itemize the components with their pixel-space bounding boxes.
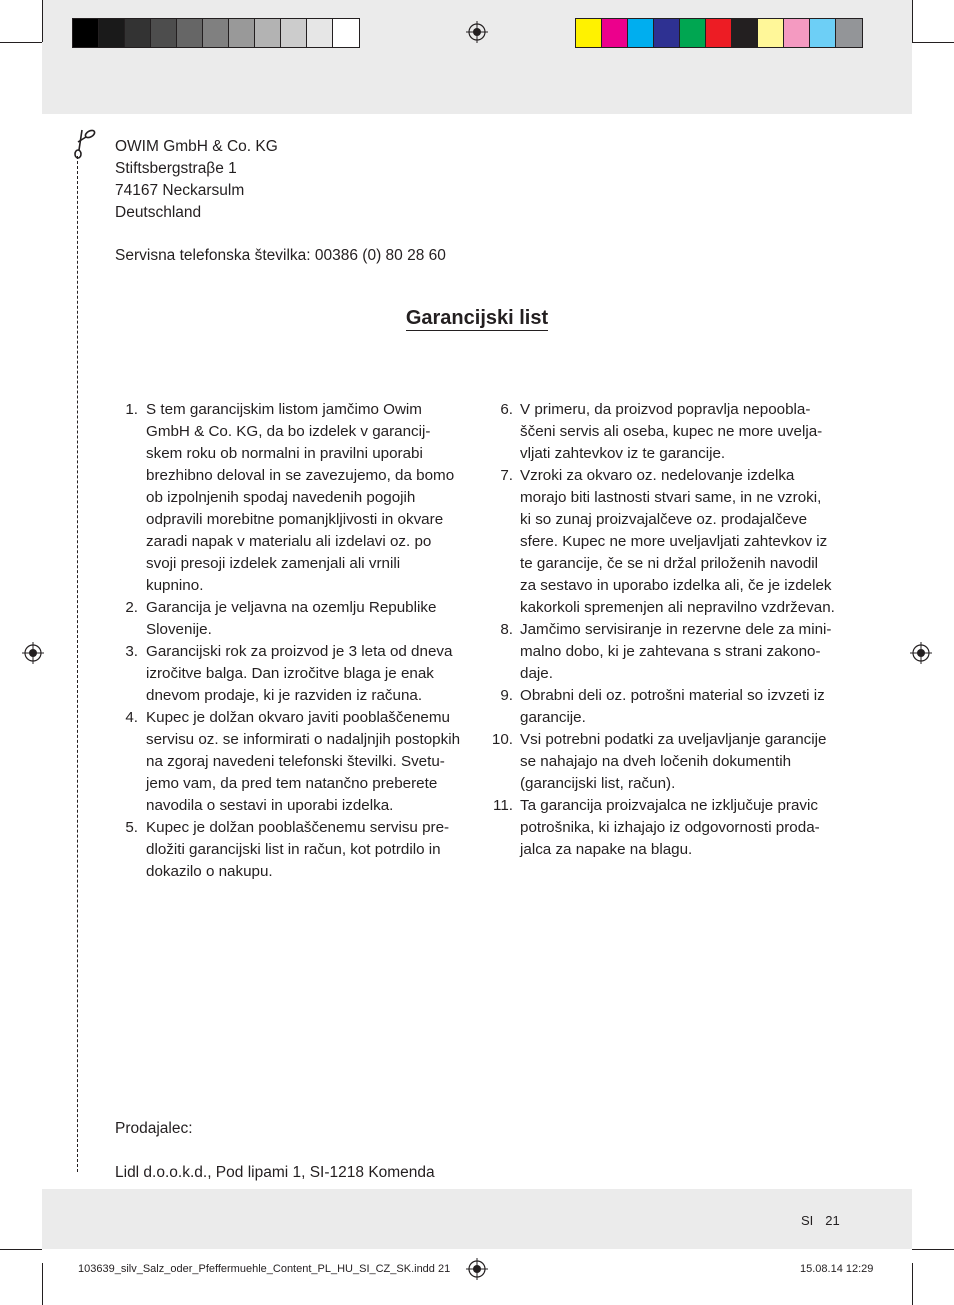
grayscale-swatch bbox=[255, 19, 281, 47]
list-item bbox=[112, 817, 472, 883]
crop-mark bbox=[42, 1263, 43, 1305]
warranty-terms-right-column bbox=[486, 399, 846, 861]
list-item-line: ščeni servis ali oseba, kupec ne more uvelja- bbox=[520, 423, 823, 440]
list-item bbox=[112, 707, 472, 817]
list-item-number: 8. bbox=[500, 621, 513, 638]
list-item-line: servisu oz. se informirati o nadaljnjih postopkih bbox=[146, 731, 461, 748]
process-color-bar bbox=[575, 18, 863, 48]
list-item-line: potrošnika, ki izhajajo iz odgovornosti proda- bbox=[520, 819, 820, 836]
list-item-number: 3. bbox=[125, 643, 138, 660]
crop-mark bbox=[0, 1249, 42, 1250]
list-item-line: V primeru, da proizvod popravlja nepoobla- bbox=[520, 401, 811, 418]
list-item-line: za sestavo in uporabo izdelka ali, če je izdelek bbox=[520, 577, 832, 594]
bottom-band bbox=[42, 1189, 912, 1249]
list-item-line: sfere. Kupec ne more uveljavljati zahtevkov iz bbox=[520, 533, 828, 550]
grayscale-swatch bbox=[333, 19, 359, 47]
list-item-line: Ta garancija proizvajalca ne izključuje pravic bbox=[520, 797, 818, 814]
list-item-line: jemo vam, da pred tem natančno preberete bbox=[146, 775, 438, 792]
crop-mark bbox=[42, 0, 43, 42]
process-swatch bbox=[628, 19, 654, 47]
process-swatch bbox=[732, 19, 758, 47]
page-title: Garancijski list bbox=[405, 307, 549, 329]
page-number-value: 21 bbox=[825, 1213, 840, 1228]
list-item-line: brezhibno deloval in se zavezujemo, da bomo bbox=[146, 467, 455, 484]
list-item-line: S tem garancijskim listom jamčimo Owim bbox=[146, 401, 422, 418]
list-item-text bbox=[520, 795, 820, 861]
list-item-line: daje. bbox=[520, 665, 553, 682]
service-phone: Servisna telefonska številka: 00386 (0) 80 28 60 bbox=[115, 247, 446, 264]
list-item bbox=[486, 619, 846, 685]
list-item-text bbox=[520, 619, 831, 685]
registration-mark-icon bbox=[466, 1258, 488, 1280]
list-item-line: dložiti garancijski list in račun, kot potrdilo in bbox=[146, 841, 441, 858]
process-swatch bbox=[784, 19, 810, 47]
list-item-line: na zgoraj navedeni telefonski številki. Svetu- bbox=[146, 753, 445, 770]
process-swatch bbox=[706, 19, 732, 47]
grayscale-color-bar bbox=[72, 18, 360, 48]
page-number bbox=[801, 1213, 840, 1228]
process-swatch bbox=[758, 19, 784, 47]
process-swatch bbox=[602, 19, 628, 47]
registration-mark-icon bbox=[22, 642, 44, 664]
list-item-line: se nahajajo na dveh ločenih dokumentih bbox=[520, 753, 792, 770]
list-item-line: svoji presoji izdelek zamenjali ali vrnili bbox=[146, 555, 401, 572]
list-item-line: Kupec je dolžan pooblaščenemu servisu pre- bbox=[146, 819, 450, 836]
manufacturer-address bbox=[115, 136, 278, 224]
page-title-wrap bbox=[0, 307, 954, 330]
crop-mark bbox=[912, 42, 954, 43]
crop-mark bbox=[912, 0, 913, 42]
list-item-line: GmbH & Co. KG, da bo izdelek v garancij- bbox=[146, 423, 431, 440]
list-item-line: skem roku ob normalni in pravilni uporabi bbox=[146, 445, 423, 462]
list-item-line: dnevom prodaje, ki je razviden iz računa. bbox=[146, 687, 423, 704]
list-item-line: dokazilo o nakupu. bbox=[146, 863, 273, 880]
list-item-line: Obrabni deli oz. potrošni material so izvzeti iz bbox=[520, 687, 825, 704]
address-line: 74167 Neckarsulm bbox=[115, 182, 245, 199]
process-swatch bbox=[680, 19, 706, 47]
list-item bbox=[486, 399, 846, 465]
list-item bbox=[112, 597, 472, 641]
grayscale-swatch bbox=[73, 19, 99, 47]
list-item-text bbox=[520, 729, 826, 795]
list-item-number: 1. bbox=[125, 401, 138, 418]
list-item-line: Vzroki za okvaro oz. nedelovanje izdelka bbox=[520, 467, 795, 484]
list-item-number: 7. bbox=[500, 467, 513, 484]
list-item-number: 5. bbox=[125, 819, 138, 836]
grayscale-swatch bbox=[307, 19, 333, 47]
list-item-line: izročitve balga. Dan izročitve blaga je enak bbox=[146, 665, 434, 682]
grayscale-swatch bbox=[281, 19, 307, 47]
list-item bbox=[112, 641, 472, 707]
grayscale-swatch bbox=[229, 19, 255, 47]
list-item bbox=[112, 399, 472, 597]
list-item-line: morajo biti lastnosti stvari same, in ne vzroki, bbox=[520, 489, 822, 506]
list-item-number: 10. bbox=[491, 731, 513, 748]
grayscale-swatch bbox=[125, 19, 151, 47]
process-swatch bbox=[836, 19, 862, 47]
process-swatch bbox=[810, 19, 836, 47]
address-line: Deutschland bbox=[115, 204, 202, 221]
seller-label: Prodajalec: bbox=[115, 1120, 193, 1137]
list-item-line: garancije. bbox=[520, 709, 586, 726]
print-slug-filename: 103639_silv_Salz_oder_Pfeffermuehle_Content_PL_HU_SI_CZ_SK.indd 21 bbox=[78, 1263, 451, 1275]
list-item-line: (garancijski list, račun). bbox=[520, 775, 676, 792]
list-item-text bbox=[146, 641, 452, 707]
list-item-number: 2. bbox=[125, 599, 138, 616]
list-item-line: zaradi napak v materialu ali izdelavi oz. po bbox=[146, 533, 432, 550]
list-item-line: kupnino. bbox=[146, 577, 204, 594]
scissors-icon bbox=[70, 128, 100, 160]
list-item-line: Jamčimo servisiranje in rezervne dele za mini- bbox=[520, 621, 832, 638]
list-item-line: Vsi potrebni podatki za uveljavljanje garancije bbox=[520, 731, 827, 748]
list-item-line: kakorkoli spremenjen ali nepravilno vzdrževan. bbox=[520, 599, 835, 616]
process-swatch bbox=[576, 19, 602, 47]
list-item-line: odpravili morebitne pomanjkljivosti in okvare bbox=[146, 511, 444, 528]
list-item bbox=[486, 795, 846, 861]
registration-mark-icon bbox=[910, 642, 932, 664]
registration-mark-icon bbox=[466, 21, 488, 43]
list-item-text bbox=[146, 597, 436, 641]
list-item-line: Slovenije. bbox=[146, 621, 212, 638]
list-item-number: 9. bbox=[500, 687, 513, 704]
list-item-line: navodila o sestavi in uporabi izdelka. bbox=[146, 797, 394, 814]
list-item-text bbox=[520, 685, 825, 729]
list-item-line: ki so zunaj proizvajalčeve oz. prodajalčeve bbox=[520, 511, 808, 528]
list-item-number: 4. bbox=[125, 709, 138, 726]
list-item-line: te garancije, če se ni držal priloženih navodil bbox=[520, 555, 819, 572]
list-item-line: Garancijski rok za proizvod je 3 leta od dneva bbox=[146, 643, 453, 660]
list-item-line: ob izpolnjenih spodaj navedenih pogojih bbox=[146, 489, 416, 506]
process-swatch bbox=[654, 19, 680, 47]
list-item bbox=[486, 465, 846, 619]
list-item-number: 6. bbox=[500, 401, 513, 418]
list-item-line: vljati zahtevkov iz te garancije. bbox=[520, 445, 726, 462]
list-item-line: malno dobo, ki je zahtevana s strani zakono- bbox=[520, 643, 821, 660]
list-item-number: 11. bbox=[493, 797, 513, 814]
list-item-text bbox=[146, 707, 460, 817]
list-item-line: Kupec je dolžan okvaro javiti pooblaščenemu bbox=[146, 709, 450, 726]
list-item-text bbox=[146, 817, 449, 883]
address-line: Stiftsbergstraβe 1 bbox=[115, 160, 237, 177]
list-item-text bbox=[146, 399, 454, 597]
list-item-text bbox=[520, 465, 835, 619]
grayscale-swatch bbox=[203, 19, 229, 47]
warranty-terms-left-column bbox=[112, 399, 472, 883]
crop-mark bbox=[912, 1249, 954, 1250]
crop-mark bbox=[912, 1263, 913, 1305]
list-item bbox=[486, 729, 846, 795]
grayscale-swatch bbox=[151, 19, 177, 47]
list-item-text bbox=[520, 399, 822, 465]
list-item-line: jalca za napake na blagu. bbox=[520, 841, 693, 858]
list-item-line: Garancija je veljavna na ozemlju Republike bbox=[146, 599, 437, 616]
list-item bbox=[486, 685, 846, 729]
grayscale-swatch bbox=[99, 19, 125, 47]
crop-mark bbox=[0, 42, 42, 43]
address-line: OWIM GmbH & Co. KG bbox=[115, 138, 278, 155]
print-slug-date: 15.08.14 12:29 bbox=[800, 1263, 874, 1275]
language-code: SI bbox=[801, 1213, 814, 1228]
grayscale-swatch bbox=[177, 19, 203, 47]
seller-address: Lidl d.o.o.k.d., Pod lipami 1, SI-1218 Komenda bbox=[115, 1164, 435, 1181]
